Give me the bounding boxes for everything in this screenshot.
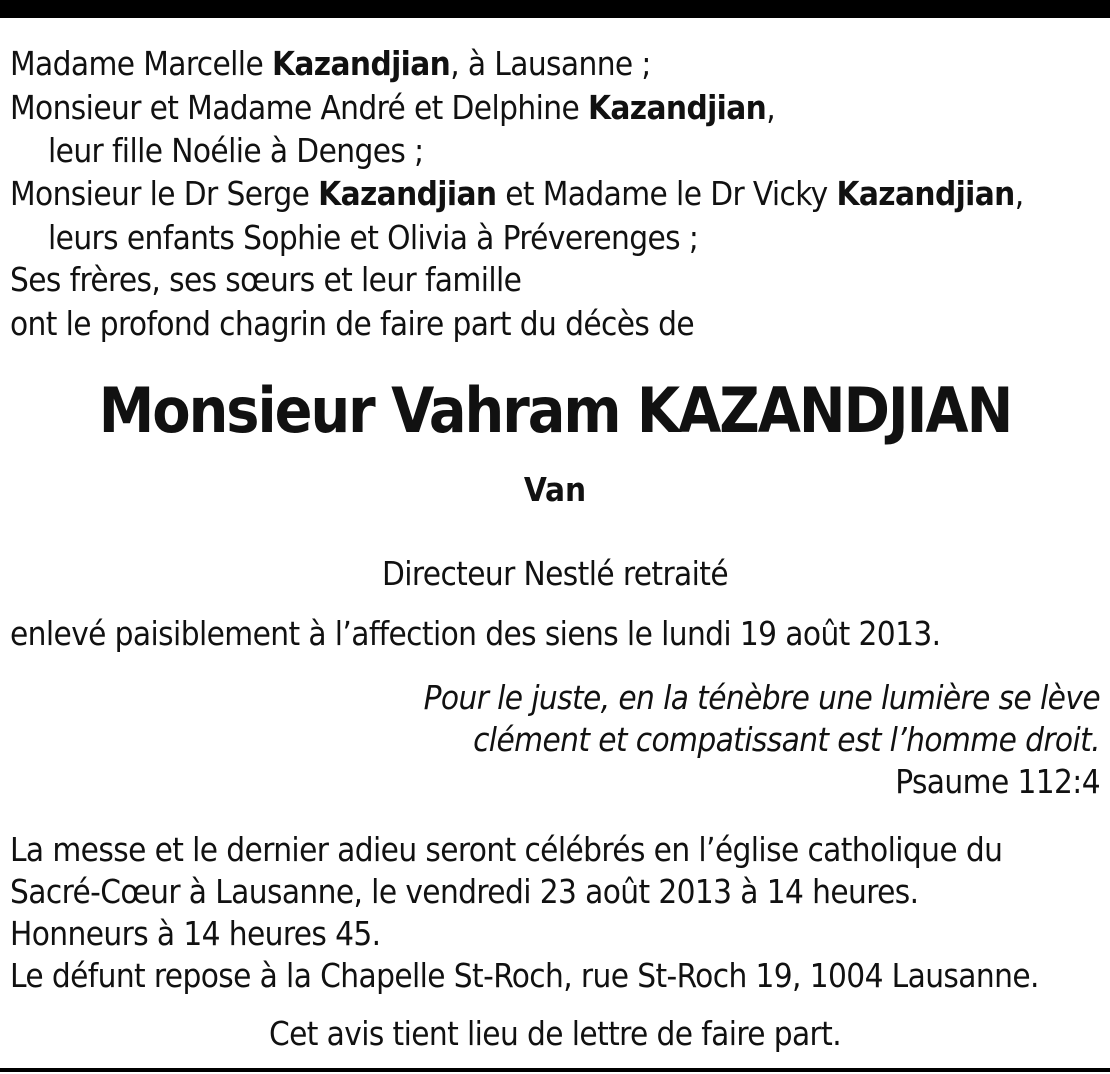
ceremony-line-2: Sacré-Cœur à Lausanne, le vendredi 23 août 2013 à 14 heures. (10, 872, 919, 911)
family-line-marcelle: Madame Marcelle Kazandjian, à Lausanne ; (10, 44, 651, 83)
verse-line-2: clément et compatissant est l’homme droit. (473, 720, 1100, 759)
announcement-line: ont le profond chagrin de faire part du décès de (10, 304, 695, 343)
family-line-sophie-olivia: leurs enfants Sophie et Olivia à Préverenges ; (48, 218, 699, 257)
ceremony-line-3: Honneurs à 14 heures 45. (10, 914, 381, 953)
top-border-rule (0, 0, 1110, 18)
deceased-nickname: Van (523, 470, 587, 509)
deceased-title: Directeur Nestlé retraité (382, 554, 728, 593)
verse-reference: Psaume 112:4 (895, 762, 1100, 801)
ceremony-line-1: La messe et le dernier adieu seront célébrés en l’église catholique du (10, 830, 1003, 869)
family-line-andre-delphine: Monsieur et Madame André et Delphine Kazandjian, (10, 88, 776, 127)
family-line-siblings: Ses frères, ses sœurs et leur famille (10, 260, 522, 299)
deceased-name: Monsieur Vahram KAZANDJIAN (98, 374, 1012, 447)
family-line-noelie: leur fille Noélie à Denges ; (48, 131, 424, 170)
closing-line: Cet avis tient lieu de lettre de faire part. (268, 1014, 842, 1053)
ceremony-line-4: Le défunt repose à la Chapelle St-Roch, rue St-Roch 19, 1004 Lausanne. (10, 956, 1039, 995)
family-line-serge-vicky: Monsieur le Dr Serge Kazandjian et Madame le Dr Vicky Kazandjian, (10, 174, 1024, 213)
verse-line-1: Pour le juste, en la ténèbre une lumière se lève (423, 678, 1100, 717)
passing-line: enlevé paisiblement à l’affection des siens le lundi 19 août 2013. (10, 614, 941, 653)
bottom-border-rule (0, 1068, 1110, 1072)
